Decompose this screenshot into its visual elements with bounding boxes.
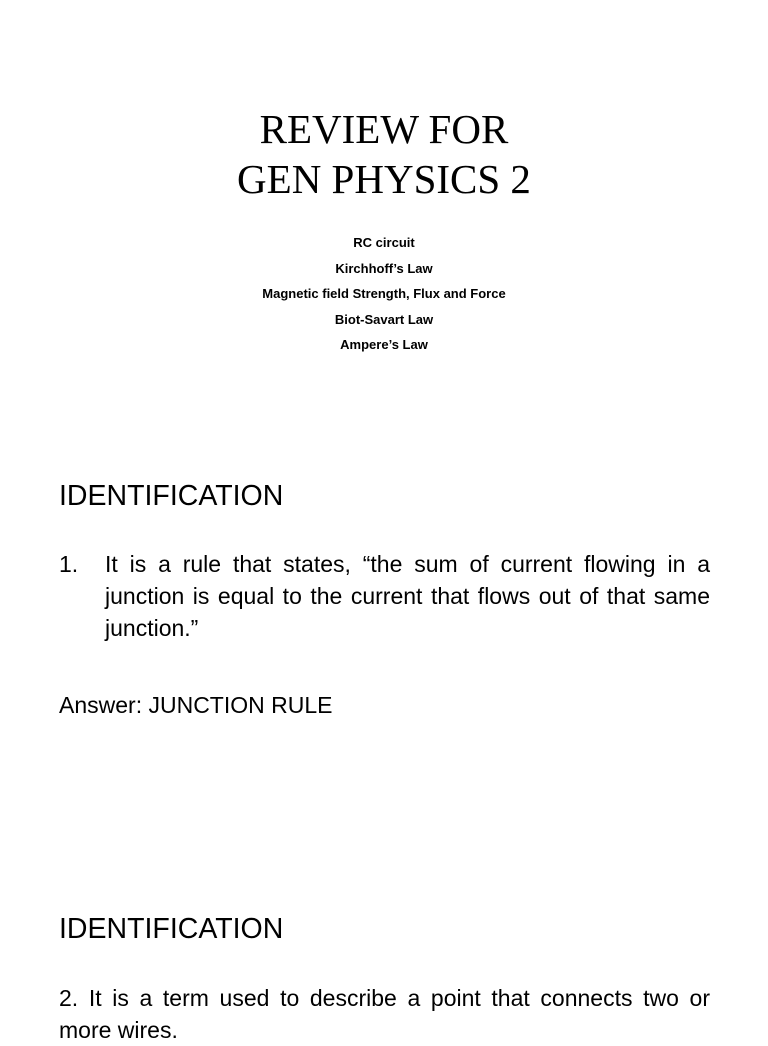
question-number: 1. <box>59 551 79 577</box>
topic-item: Kirchhoff’s Law <box>335 260 433 276</box>
title-line-2: GEN PHYSICS 2 <box>237 156 531 202</box>
answer-text: Answer: JUNCTION RULE <box>59 692 333 718</box>
topic-item: Biot-Savart Law <box>334 311 434 327</box>
section-heading: IDENTIFICATION <box>59 913 284 945</box>
question-1 <box>59 548 710 644</box>
question-text: It is a rule that states, “the sum of current flowing in a junction is equal to the current that flows out of that same junction.” <box>105 551 710 641</box>
page-title <box>0 104 768 204</box>
topic-list <box>0 230 768 358</box>
topic-item: Magnetic field Strength, Flux and Force <box>262 286 506 301</box>
topic-item: Ampere’s Law <box>340 337 428 352</box>
title-slide <box>0 0 768 420</box>
section-heading: IDENTIFICATION <box>59 480 284 512</box>
topic-item: RC circuit <box>353 235 415 250</box>
question-2: 2. It is a term used to describe a point that connects two or more wires. <box>59 985 710 1043</box>
title-line-1: REVIEW FOR <box>259 106 509 152</box>
